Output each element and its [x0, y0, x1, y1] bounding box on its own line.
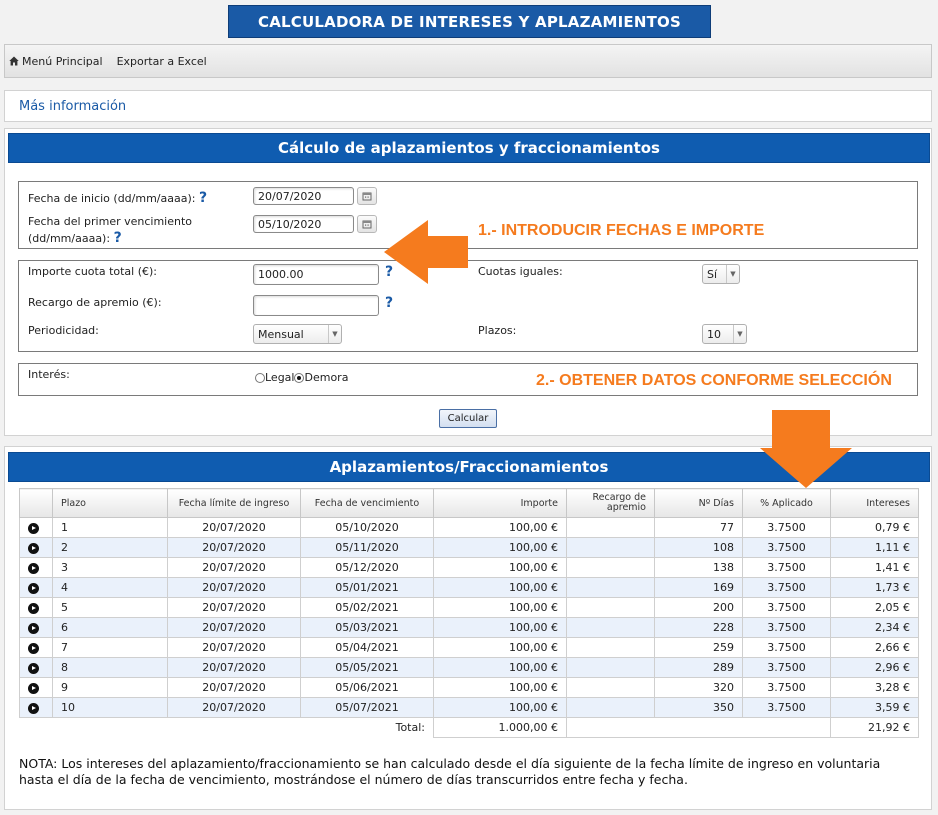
col-header-plazo[interactable]: Plazo: [53, 489, 168, 518]
play-circle-icon[interactable]: [28, 703, 39, 714]
cell-fecha-venc: 05/01/2021: [301, 578, 434, 598]
periodicidad-select[interactable]: [253, 324, 342, 344]
chevron-down-icon: ▼: [328, 325, 341, 343]
cell-aplicado: 3.7500: [743, 598, 831, 618]
recargo-input[interactable]: [253, 295, 379, 316]
row-expand-cell[interactable]: [20, 578, 53, 598]
cell-fecha-limite: 20/07/2020: [168, 578, 301, 598]
cell-recargo: [567, 678, 655, 698]
cell-dias: 289: [655, 658, 743, 678]
periodicidad-label: Periodicidad:: [28, 324, 99, 337]
cell-importe: 100,00 €: [434, 538, 567, 558]
chevron-down-icon: ▼: [733, 325, 746, 343]
fecha-venc-input[interactable]: [253, 215, 354, 233]
cell-aplicado: 3.7500: [743, 518, 831, 538]
more-info-panel: [4, 90, 932, 122]
cell-aplicado: 3.7500: [743, 698, 831, 718]
periodicidad-value: Mensual: [258, 327, 304, 341]
col-header-aplicado[interactable]: % Aplicado: [743, 489, 831, 518]
total-label: Total:: [20, 718, 434, 738]
interes-options: [255, 371, 348, 384]
cell-fecha-venc: 05/07/2021: [301, 698, 434, 718]
cell-intereses: 2,96 €: [831, 658, 919, 678]
cell-aplicado: 3.7500: [743, 578, 831, 598]
cell-plazo: 4: [53, 578, 168, 598]
row-expand-cell[interactable]: [20, 638, 53, 658]
total-importe: 1.000,00 €: [434, 718, 567, 738]
col-header-recargo[interactable]: Recargo de apremio: [567, 489, 655, 518]
cell-plazo: 5: [53, 598, 168, 618]
page-title: CALCULADORA DE INTERESES Y APLAZAMIENTOS: [228, 5, 711, 38]
table-row: [20, 678, 919, 698]
home-icon: [9, 56, 19, 66]
note-line-2: hasta el día de la fecha de vencimiento, mostrándose el número de días transcurridos entre fecha y fecha.: [19, 772, 688, 787]
cell-plazo: 9: [53, 678, 168, 698]
cell-dias: 259: [655, 638, 743, 658]
row-expand-cell[interactable]: [20, 678, 53, 698]
cell-plazo: 1: [53, 518, 168, 538]
importe-label: Importe cuota total (€):: [28, 265, 158, 278]
cell-fecha-limite: 20/07/2020: [168, 698, 301, 718]
plazos-value: 10: [707, 327, 721, 341]
row-expand-cell[interactable]: [20, 518, 53, 538]
col-header-intereses[interactable]: Intereses: [831, 489, 919, 518]
table-row: [20, 598, 919, 618]
cell-plazo: 8: [53, 658, 168, 678]
form-title: Cálculo de aplazamientos y fraccionamientos: [8, 133, 930, 163]
play-circle-icon[interactable]: [28, 623, 39, 634]
table-row: [20, 518, 919, 538]
cell-aplicado: 3.7500: [743, 658, 831, 678]
cell-recargo: [567, 578, 655, 598]
note-text: [19, 756, 899, 788]
table-row: [20, 558, 919, 578]
table-row: [20, 578, 919, 598]
table-row: [20, 618, 919, 638]
cell-fecha-venc: 05/06/2021: [301, 678, 434, 698]
cell-fecha-limite: 20/07/2020: [168, 538, 301, 558]
cell-recargo: [567, 538, 655, 558]
cell-dias: 200: [655, 598, 743, 618]
play-circle-icon[interactable]: [28, 663, 39, 674]
cell-intereses: 2,34 €: [831, 618, 919, 638]
col-header-dias[interactable]: Nº Días: [655, 489, 743, 518]
cell-fecha-limite: 20/07/2020: [168, 558, 301, 578]
play-circle-icon[interactable]: [28, 563, 39, 574]
cell-aplicado: 3.7500: [743, 618, 831, 638]
radio-legal-label: Legal: [265, 371, 295, 384]
table-row: [20, 538, 919, 558]
col-header-fecha-venc[interactable]: Fecha de vencimiento: [301, 489, 434, 518]
fecha-venc-label: [28, 213, 192, 247]
radio-demora-label: Demora: [304, 371, 349, 384]
export-excel-link[interactable]: Exportar a Excel: [116, 54, 207, 68]
radio-legal[interactable]: [255, 373, 265, 383]
cell-fecha-venc: 05/05/2021: [301, 658, 434, 678]
cell-recargo: [567, 638, 655, 658]
cell-dias: 169: [655, 578, 743, 598]
calendar-icon: [362, 219, 372, 229]
cell-importe: 100,00 €: [434, 658, 567, 678]
row-expand-cell[interactable]: [20, 618, 53, 638]
recargo-label: Recargo de apremio (€):: [28, 296, 162, 309]
plazos-select[interactable]: [702, 324, 747, 344]
cell-dias: 77: [655, 518, 743, 538]
radio-demora[interactable]: [294, 373, 304, 383]
cell-dias: 320: [655, 678, 743, 698]
cell-plazo: 3: [53, 558, 168, 578]
cell-importe: 100,00 €: [434, 638, 567, 658]
table-row: [20, 658, 919, 678]
cell-dias: 350: [655, 698, 743, 718]
play-circle-icon[interactable]: [28, 523, 39, 534]
cell-fecha-venc: 05/03/2021: [301, 618, 434, 638]
table-row: [20, 698, 919, 718]
cell-importe: 100,00 €: [434, 678, 567, 698]
step1-annotation: 1.- INTRODUCIR FECHAS E IMPORTE: [478, 222, 765, 239]
cell-recargo: [567, 618, 655, 638]
cuotas-value: Sí: [707, 267, 718, 281]
cell-importe: 100,00 €: [434, 698, 567, 718]
arrow-down-icon: [760, 410, 852, 488]
toolbar: [4, 44, 932, 78]
results-table: [19, 488, 919, 738]
cell-importe: 100,00 €: [434, 558, 567, 578]
play-circle-icon[interactable]: [28, 643, 39, 654]
cell-recargo: [567, 518, 655, 538]
fecha-inicio-input[interactable]: [253, 187, 354, 205]
cell-dias: 228: [655, 618, 743, 638]
fecha-venc-calendar-button[interactable]: [357, 215, 377, 233]
row-expand-cell[interactable]: [20, 658, 53, 678]
home-menu-link[interactable]: [9, 55, 103, 68]
cell-fecha-venc: 05/10/2020: [301, 518, 434, 538]
cell-fecha-limite: 20/07/2020: [168, 518, 301, 538]
note-line-1: NOTA: Los intereses del aplazamiento/fraccionamiento se han calculado desde el día siguiente de la fecha límite de ingreso en voluntaria: [19, 756, 881, 771]
play-circle-icon[interactable]: [28, 683, 39, 694]
cell-aplicado: 3.7500: [743, 558, 831, 578]
total-intereses: 21,92 €: [831, 718, 919, 738]
fecha-inicio-label: [28, 190, 207, 206]
cuotas-select[interactable]: [702, 264, 740, 284]
cell-importe: 100,00 €: [434, 578, 567, 598]
row-expand-cell[interactable]: [20, 538, 53, 558]
col-header-importe[interactable]: Importe: [434, 489, 567, 518]
help-icon[interactable]: ?: [385, 264, 394, 280]
calcular-button[interactable]: Calcular: [439, 409, 497, 428]
plazos-label: Plazos:: [478, 324, 517, 337]
fecha-venc-text-1: Fecha del primer vencimiento: [28, 215, 193, 228]
interes-label: Interés:: [28, 368, 70, 381]
cell-recargo: [567, 698, 655, 718]
col-header-fecha-limite[interactable]: Fecha límite de ingreso: [168, 489, 301, 518]
step2-annotation: 2.- OBTENER DATOS CONFORME SELECCIÓN: [536, 372, 892, 389]
cell-importe: 100,00 €: [434, 518, 567, 538]
arrow-left-icon: [384, 220, 468, 284]
cell-recargo: [567, 558, 655, 578]
importe-input[interactable]: [253, 264, 379, 285]
cell-fecha-limite: 20/07/2020: [168, 678, 301, 698]
cell-plazo: 2: [53, 538, 168, 558]
cell-fecha-limite: 20/07/2020: [168, 658, 301, 678]
cell-intereses: 1,41 €: [831, 558, 919, 578]
cell-intereses: 2,66 €: [831, 638, 919, 658]
cell-intereses: 0,79 €: [831, 518, 919, 538]
cell-recargo: [567, 658, 655, 678]
cuotas-label: Cuotas iguales:: [478, 265, 563, 278]
cell-dias: 138: [655, 558, 743, 578]
play-circle-icon[interactable]: [28, 603, 39, 614]
help-icon[interactable]: ?: [385, 295, 394, 311]
fecha-inicio-text: Fecha de inicio (dd/mm/aaaa):: [28, 192, 196, 205]
cell-plazo: 10: [53, 698, 168, 718]
cell-fecha-venc: 05/02/2021: [301, 598, 434, 618]
cell-intereses: 3,28 €: [831, 678, 919, 698]
cell-aplicado: 3.7500: [743, 678, 831, 698]
row-expand-cell[interactable]: [20, 558, 53, 578]
row-expand-cell[interactable]: [20, 698, 53, 718]
col-header-expand: [20, 489, 53, 518]
row-expand-cell[interactable]: [20, 598, 53, 618]
cell-recargo: [567, 598, 655, 618]
fecha-inicio-calendar-button[interactable]: [357, 187, 377, 205]
more-info-link[interactable]: Más información: [19, 99, 127, 114]
cell-intereses: 2,05 €: [831, 598, 919, 618]
cell-intereses: 1,11 €: [831, 538, 919, 558]
cell-aplicado: 3.7500: [743, 638, 831, 658]
cell-fecha-venc: 05/12/2020: [301, 558, 434, 578]
cell-fecha-limite: 20/07/2020: [168, 638, 301, 658]
cell-intereses: 3,59 €: [831, 698, 919, 718]
cell-importe: 100,00 €: [434, 598, 567, 618]
results-title: Aplazamientos/Fraccionamientos: [8, 452, 930, 482]
play-circle-icon[interactable]: [28, 543, 39, 554]
home-menu-label: Menú Principal: [22, 54, 103, 68]
cell-plazo: 6: [53, 618, 168, 638]
play-circle-icon[interactable]: [28, 583, 39, 594]
cell-aplicado: 3.7500: [743, 538, 831, 558]
cell-intereses: 1,73 €: [831, 578, 919, 598]
table-row: [20, 638, 919, 658]
cell-importe: 100,00 €: [434, 618, 567, 638]
cell-fecha-venc: 05/11/2020: [301, 538, 434, 558]
calendar-icon: [362, 191, 372, 201]
cell-fecha-limite: 20/07/2020: [168, 618, 301, 638]
cell-fecha-limite: 20/07/2020: [168, 598, 301, 618]
cell-plazo: 7: [53, 638, 168, 658]
chevron-down-icon: ▼: [726, 265, 739, 283]
fecha-venc-text-2: (dd/mm/aaaa):: [28, 232, 111, 245]
help-icon[interactable]: ?: [113, 230, 122, 246]
cell-fecha-venc: 05/04/2021: [301, 638, 434, 658]
help-icon[interactable]: ?: [198, 190, 208, 206]
cell-dias: 108: [655, 538, 743, 558]
total-spacer: [567, 718, 831, 738]
